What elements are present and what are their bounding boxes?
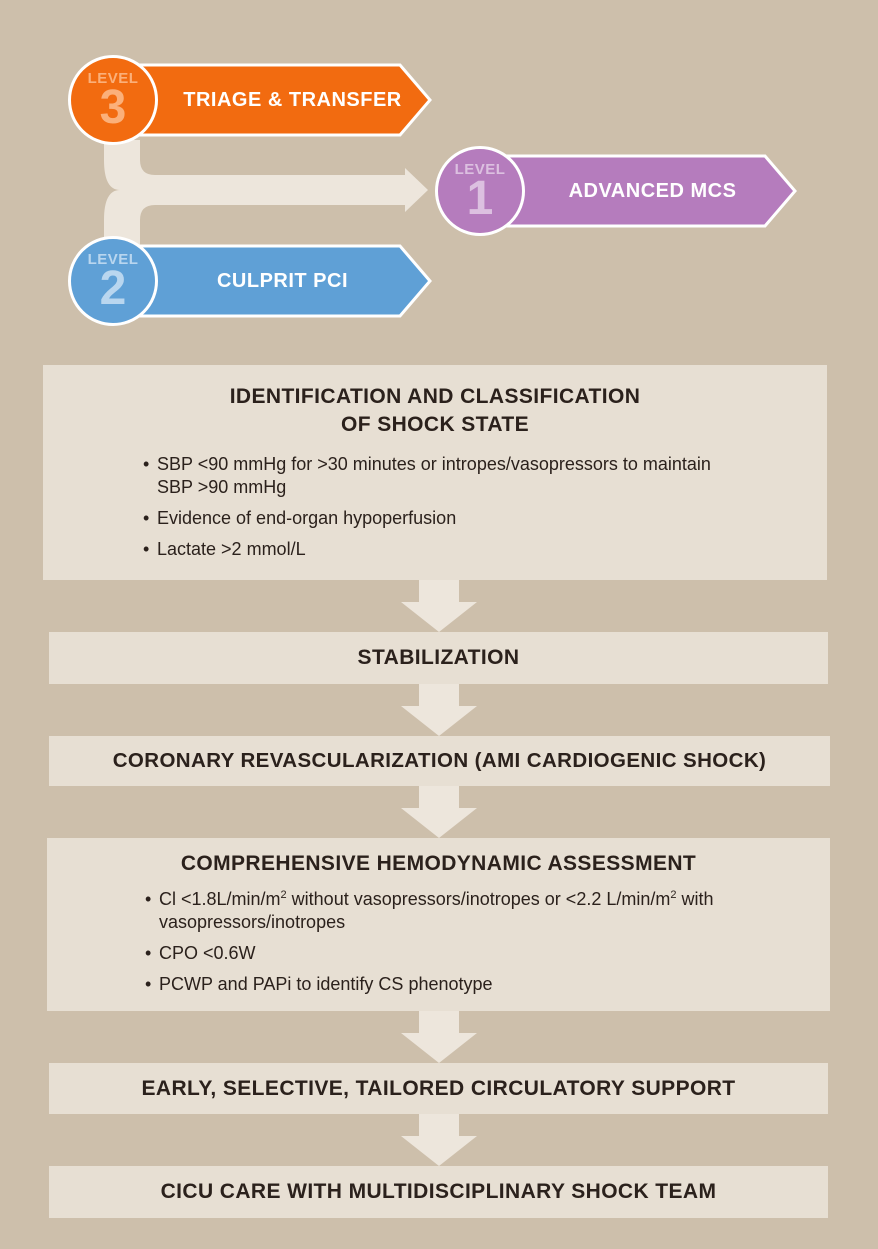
identification-box [43,365,827,580]
identification-title [43,385,827,437]
bullet-item: • SBP <90 mmHg for >30 minutes or intropes/vasopressors to maintain SBP >90 mmHg [143,453,723,499]
level-1-label: ADVANCED MCS [568,179,737,202]
bullet-text: Cl <1.8L/min/m [159,889,281,909]
level-2-circle [68,236,158,326]
revascularization-title: CORONARY REVASCULARIZATION (AMI CARDIOGENIC SHOCK) [112,749,767,772]
hemodynamic-box [47,838,830,1011]
level-1-circle [435,146,525,236]
down-arrow-icon [401,786,477,838]
level-1-word: LEVEL [454,160,506,178]
identification-bullets [143,453,723,561]
level-2-number: 2 [99,261,127,315]
revascularization-box [49,736,830,786]
hemodynamic-title: COMPREHENSIVE HEMODYNAMIC ASSESSMENT [180,852,697,875]
support-title: EARLY, SELECTIVE, TAILORED CIRCULATORY SUPPORT [141,1076,736,1100]
down-arrow-icon [401,580,477,632]
bullet-text: without vasopressors/inotropes or <2.2 L/min/m [286,889,671,909]
level-1-number: 1 [466,171,494,225]
superscript: 2 [670,889,677,901]
cicu-title: CICU CARE WITH MULTIDISCIPLINARY SHOCK TEAM [160,1180,717,1203]
level-1-banner [520,156,785,226]
down-arrow-icon [401,684,477,736]
level-3-number: 3 [99,80,127,134]
level-3-banner [160,65,425,135]
bullet-item [145,888,805,934]
bullet-item: • Evidence of end-organ hypoperfusion [143,507,723,530]
down-arrow-icon [401,1114,477,1166]
cicu-box [49,1166,828,1218]
bullet-text: with vasopressors/inotropes [159,889,714,932]
bullet-item: • CPO <0.6W [145,942,805,965]
identification-title-line2: OF SHOCK STATE [341,413,529,436]
identification-title-line1: IDENTIFICATION AND CLASSIFICATION [229,385,641,408]
hemodynamic-bullets [145,888,805,996]
stabilization-box [49,632,828,684]
level-3-label: TRIAGE & TRANSFER [183,88,402,111]
support-box [49,1063,828,1114]
level-3-word: LEVEL [87,69,139,87]
level-2-banner [150,246,415,316]
stabilization-title: STABILIZATION [357,646,520,669]
bullet-item: • Lactate >2 mmol/L [143,538,723,561]
down-arrow-icon [401,1011,477,1063]
superscript: 2 [280,889,287,901]
level-2-word: LEVEL [87,250,139,268]
level-2-label: CULPRIT PCI [216,269,349,292]
bullet-item: • PCWP and PAPi to identify CS phenotype [145,973,805,996]
level-3-circle [68,55,158,145]
